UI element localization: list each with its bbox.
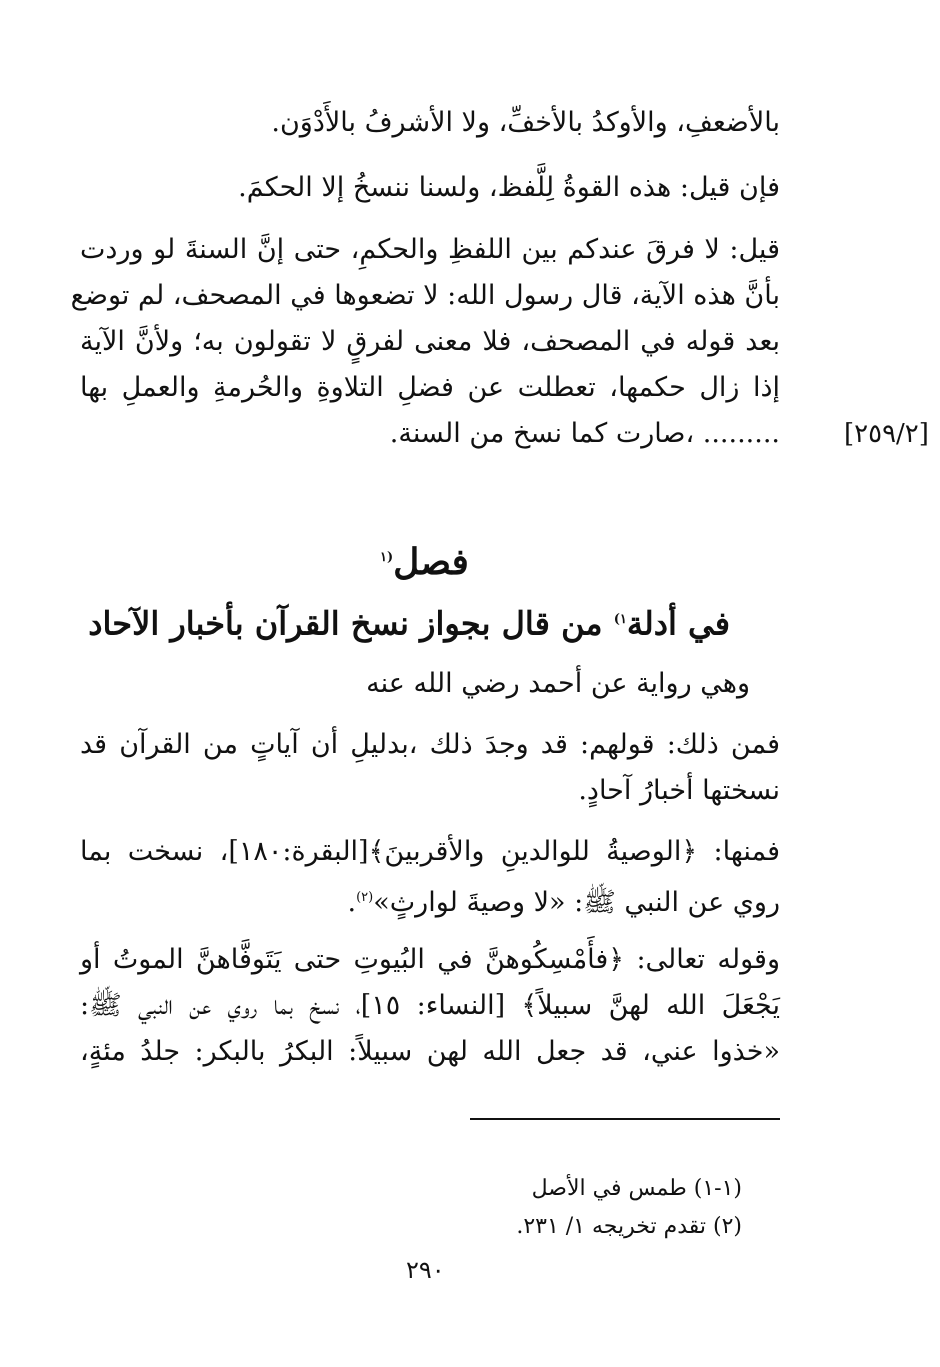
footnote-marker: (١ xyxy=(380,550,394,565)
text-line: فمن ذلك: قولهم: قد وجدَ ذلك ،بدليلِ أن آياتٍ من القرآن قد xyxy=(80,729,780,760)
text-line: قيل: لا فرقَ عندكم بين اللفظِ والحكمِ، حتى إنَّ السنةَ لو وردت xyxy=(80,234,780,265)
footnote-marker: ١) xyxy=(613,612,627,627)
text-line: وقوله تعالى: ﴿فأَمْسِكُوهنَّ في البُيوتِ حتى يَتَوفَّاهنَّ الموتُ أو xyxy=(80,944,780,975)
section-subtitle xyxy=(88,594,730,650)
text-line: بالأضعفِ، والأوكدُ بالأخفِّ، ولا الأشرفُ بالأَدْوَن. xyxy=(271,107,780,138)
text-line: بأنَّ هذه الآية، قال رسول الله: لا تضعوها في المصحف، لم توضع xyxy=(70,280,780,311)
text-line: ......... ،صارت كما نسخ من السنة. xyxy=(389,418,780,449)
footnote-separator xyxy=(470,1118,780,1120)
side-page-reference: [٢٥٩/٢] xyxy=(844,419,929,449)
footnote: (١-١) طمس في الأصل xyxy=(531,1176,742,1201)
text-part: روي عن النبي ﷺ: «لا وصيةَ لوارثٍ» xyxy=(373,887,780,918)
page-number: ٢٩٠ xyxy=(406,1256,445,1284)
text-line: بعد قوله في المصحف، فلا معنى لفرقٍ لا تقولون به؛ ولأنَّ الآية xyxy=(80,326,780,357)
text-line: يَجْعَلَ الله لهنَّ سبيلاً﴾ [النساء: ١٥]، نسخ بما روي عن النبي ﷺ: xyxy=(80,990,780,1021)
section-title xyxy=(380,530,469,590)
footnote: (٢) تقدم تخريجه ١/ ٢٣١. xyxy=(516,1214,742,1239)
subtitle-part: من قال بجواز نسخ القرآن بأخبار الآحاد xyxy=(88,604,603,643)
subtitle-part: في أدلة xyxy=(626,604,730,643)
text-line: فمنها: ﴿الوصيةُ للوالدينِ والأقربينَ﴾[البقرة:١٨٠]، نسخت بما xyxy=(80,836,780,867)
text-line: نسختها أخبارُ آحادٍ. xyxy=(578,775,780,806)
section-title-text: فصل xyxy=(393,541,469,583)
text-part: . xyxy=(347,887,357,918)
text-line: فإن قيل: هذه القوةُ لِلَّفظ، ولسنا ننسخُ إلا الحكمَ. xyxy=(238,172,780,203)
footnote-marker: (٢) xyxy=(356,890,374,905)
text-line: إذا زال حكمها، تعطلت عن فضلِ التلاوةِ والحُرمةِ والعملِ بها xyxy=(80,372,780,403)
narration-line: وهي رواية عن أحمد رضي الله عنه xyxy=(366,668,750,699)
text-line xyxy=(347,878,780,923)
text-line: «خذوا عني، قد جعل الله لهن سبيلاً: البكرُ بالبكر: جلدُ مئةٍ، xyxy=(80,1036,780,1067)
